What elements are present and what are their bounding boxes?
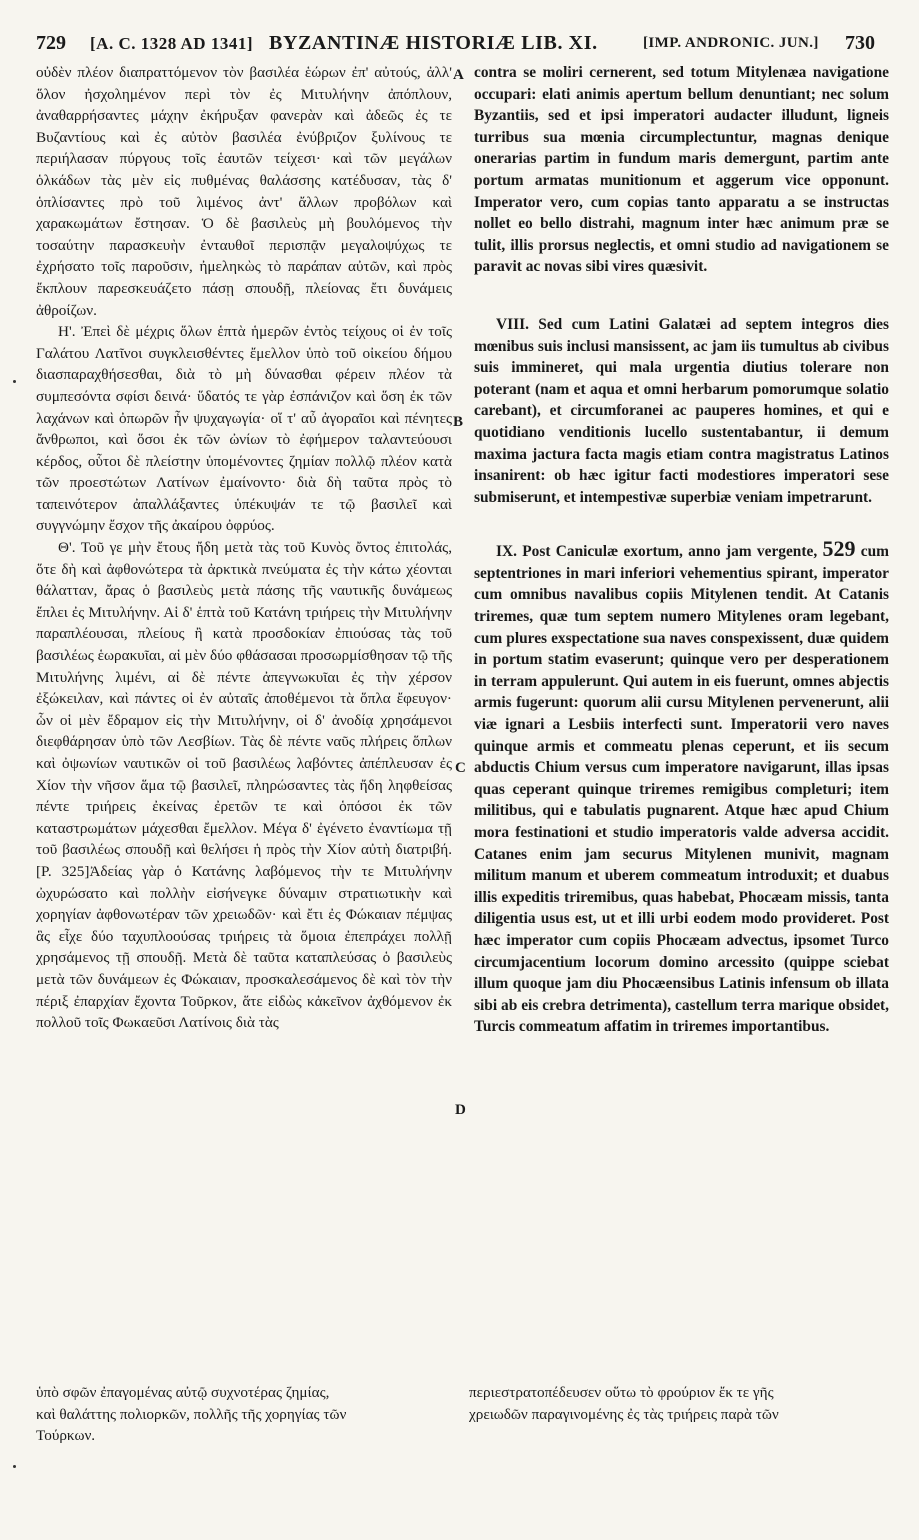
greek-column — [36, 62, 452, 1034]
marginal-number: 529 — [822, 536, 856, 562]
page-reference: [P. 325] — [36, 862, 90, 880]
latin-paragraph-9-lead: IX. Post Caniculæ exortum, anno jam vergente, — [496, 543, 818, 561]
latin-paragraph-1: contra se moliri cernerent, sed totum Mitylenæa navigatione occupari: elati animis apertum bellum denuntiant; nec solum Byzantiis, sed et ipsi imperatori audacter illudunt, ligneis turribus sua mœnia circumplectuntur, magnas denique onerarias partim in fundum maris demergunt, partim ante portum armatas munitionum et aggerum vice opponunt. Imperator vero, cum copias tanto apparatu a se instructas nollet eo bello distrahi, magnum inter hæc animum præ se tulit, illis prorsus neglectis, et omni studio ad navigationem se paravit ac novas sibi vires quæsivit. — [474, 64, 889, 276]
margin-letter-a: A — [453, 67, 464, 83]
ending-line-1-right: περιεστρατοπέδευσεν οὕτω τὸ φρούριον ἔκ τε γῆς — [469, 1384, 774, 1401]
page-number-right: 730 — [845, 32, 875, 54]
running-title: BYZANTINÆ HISTORIÆ LIB. XI. — [269, 32, 598, 54]
greek-paragraph-1: οὐδὲν πλέον διαπραττόμενον τὸν βασιλέα ἑώρων ἐπ' αὐτούς, ἀλλ' ὅλον ἠσχολημένον περὶ τὸν ἐς Μιτυλήνην ἀπόπλουν, ἀναθαρρήσαντες μάχην ἐκήρυξαν φανερὰν καὶ ἀδεῶς ἐς τε Βυζαντίους καὶ ἐς αὐτὸν βασιλέα ἐνύβριζον ξυλίνους τε περιήλασαν πύργους τοῖς ἑαυτῶν τείχεσι· καὶ τῶν μεγάλων ὁλκάδων τὰς μὲν εἰς πυθμένας θαλάσσης κατέδυσαν, τὰς δ' ὁπλίσαντες πρὸ τοῦ λιμένος ἀντ' ἄλλων προβόλων καὶ χαρακωμάτων ἔστησαν. Ὁ δὲ βασιλεὺς μὴ βουλόμενος τὴν τοσαύτην παρασκευὴν ἐνταυθοῖ περισπᾷν μεγαλοψύχως τε ἐχρήσατο τοῖς παροῦσιν, ἠμεληκὼς τὸ παράπαν αὐτῶν, καὶ πρὸς ἔκπλουν παρεσκευάζετο πάσῃ σπουδῇ, πλείονας ἔτι δυνάμεις ἀθροίζων. — [36, 64, 452, 319]
greek-paragraph-9-part-2: Ἀδείας γὰρ ὁ Κατάνης λαβόμενος τὴν τε Μιτυλήνην ὠχυρώσατο καὶ πολλὴν εἰσήνεγκε δύναμιν στρατιωτικὴν καὶ χορηγίαν ἀφθονωτέραν τῶν χρειωδῶν· καὶ ἔτι ἐς Φώκαιαν πέμψας ἃς εἶχε δύο ταχυπλοούσας τριήρεις τὰ ὅμοια ἐπεπράχει πολλῇ χρησάμενος τῇ σπουδῇ. Μετὰ δὲ ταῦτα καταπλεύσας ὁ βασιλεὺς μετὰ τῶν δυνάμεων ἐς Φώκαιαν, προσκαλεσάμενος δὲ καὶ τὸν τὴν πέριξ ἐπαρχίαν ἔχοντα Τοῦρκον, ἅτε εἰδὼς κἀκεῖνον ἀχθόμενον ἐκ πολλοῦ τοῖς Φωκαεῦσι Λατίνοις διὰ τὰς — [36, 862, 452, 1032]
latin-paragraph-8: VIII. Sed cum Latini Galatæi ad septem integros dies mœnibus suis inclusi mansissent, ac jam iis tumultus ab civibus suis immineret, qui mala urgentia diutius tolerare non poterant (nam et aqua et omni herbarum pomorumque solatio carebant), et circumforanei ac pauperes homines, et qui e quotidiano venditionis lucello sustentabantur, ii demum maxima jactura facta magis etiam contra magistratus Latinos insanirent: ob hæc igitur facti modestiores imperatori sese submiserunt, et intempestivæ superbiæ veniam impetrarunt. — [474, 315, 889, 506]
ending-line-2-right: χρειωδῶν παραγινομένης ἐς τὰς τριήρεις παρὰ τῶν — [469, 1405, 779, 1423]
greek-paragraph-9-part-1: Θ'. Τοῦ γε μὴν ἔτους ἤδη μετὰ τὰς τοῦ Κυνὸς ὄντος ἐπιτολάς, ὅτε δὴ καὶ ἀφθονώτερα τὰ ἀρκτικὰ πνεύματα ἐς τὴν κάτω χέονται θάλατταν, ἄρας ὁ βασιλεὺς μετὰ πάσης τῆς ναυτικῆς δυνάμεως ἔπλει ἐς Μιτυλήνην. Αἱ δ' ἑπτὰ τοῦ Κατάνη τριήρεις τὴν Μιτυλήνην παραπλέουσαι, πλείους ἢ κατὰ προσδοκίαν ἐπιούσας τὰς τοῦ βασιλέως ἑωρακυῖαι, αἱ μὲν δύο φθάσασαι προσωρμίσθησαν τῷ τῆς Μιτυλήνης λιμένι, αἱ δὲ πέντε ἀπεγνωκυῖαι ἐς τὴν χέρσον ἐξώκειλαν, καὶ πάντες οἱ ἐν αὐταῖς ἀποθέμενοι τὰ ὅπλα ἔφευγον· ὧν οἱ μὲν ἔδραμον εἰς τὴν Μιτυλήνην, οἱ δ' ἀνοδίᾳ χρησάμενοι διεφθάρησαν ὑπὸ τῶν Λεσβίων. Τὰς δὲ πέντε ναῦς πλήρεις ὅπλων καὶ ὀψωνίων ναυτικῶν οἱ τοῦ βασιλέως λαβόντες ἀπέπλευσαν ἐς Χίον τὴν νῆσον ἅμα τῷ βασιλεῖ, πληρώσαντες τὰς ἤδη ληφθείσας πέντε τριήρεις ἐκείνας ἐρετῶν τε καὶ ὁπόσοι ἐκ τῶν καταστρωμάτων μάχεσθαι ἔμελλον. Μέγα δ' ἐγένετο ἐναντίωμα τῇ τοῦ βασιλέως σπουδῇ καὶ θελήσει ἡ πρὸς τὴν Χίον αὐτὴ διατριβή. — [36, 539, 452, 859]
ending-line-3: Τούρκων. — [36, 1427, 96, 1445]
full-width-ending — [36, 1382, 889, 1447]
greek-paragraph-8: Η'. Ἐπεὶ δὲ μέχρις ὅλων ἑπτὰ ἡμερῶν ἐντὸς τείχους οἱ ἐν τοῖς Γαλάτου Λατῖνοι συγκλεισθέντες ἔμελλον ὑπὸ τοῦ οἰκείου δήμου διασπαραχθήσεσθαι, διὰ τὸ μὴ δύνασθαι φέρειν πλέον τὰ συμπεσόντα σφίσι δεινά· ὕδατός τε γὰρ ἐσπάνιζον καὶ ὅση ἐκ τῶν λαχάνων καὶ ὀπωρῶν ἦν ψυχαγωγία· οἵ τ' αὖ ἀγοραῖοι καὶ πένητες ἄνθρωποι, καὶ ὅσοι ἐκ τῶν ὠνίων τὸ ἐφήμερον ταλαντεύουσι κέρδος, οὗτοι δὲ πλείστην ὑπομένοντες ζημίαν πολλῷ πλέον κατὰ τῶν προεστώτων Λατίνων ἐμαίνοντο· διὰ δὴ ταῦτα πρὸς τὸ ταπεινότερον ἀπαλλάξαντες ὑπέκυψάν τε τῷ βασιλεῖ καὶ συγγνώμην ἔσχον τῆς ἀκαίρου ὀφρύος. — [36, 323, 452, 535]
latin-column — [474, 62, 889, 1038]
scan-speck — [13, 1465, 16, 1468]
ending-line-1-left: ὑπὸ σφῶν ἐπαγομένας αὐτῷ συχνοτέρας ζημίας, — [36, 1384, 330, 1401]
scan-speck — [13, 380, 16, 383]
date-range: [A. C. 1328 AD 1341] — [90, 34, 253, 53]
running-header — [36, 32, 875, 60]
greek-paragraph-9 — [36, 537, 452, 1034]
margin-letter-c: C — [455, 760, 466, 776]
margin-letter-d: D — [455, 1102, 466, 1118]
latin-paragraph-9 — [474, 538, 889, 1038]
ending-line-2-left: καὶ θαλάττης πολιορκῶν, πολλῆς τῆς χορηγίας τῶν — [36, 1405, 347, 1423]
emperor-heading: [IMP. ANDRONIC. JUN.] — [643, 35, 819, 51]
latin-paragraph-9-body: cum septentriones in mari inferiori vehementius spirant, imperator cum omnibus navalibus copiis Mitylenen tendit. At Catanis triremes, quæ tum septem numero Mitylenes oram legebant, cum plures exspectatione sua naves conspexissent, duæ quidem in portum statim evaserunt; quinque vero per desperationem in terram appulerunt. Qui autem in eis fuerunt, omnes abjectis armis fugerunt: quorum alii cursu Mitylenen pervenerunt, alii viæ ignari a Lesbiis interfecti sunt. Imperatorii vero naves quinque armis et commeatu plenas ceperunt, et iis secum abductis Chium versus cum imperatore navigarunt, illas ipsas quas ceperant quinque triremes remigibus completuri; item militibus, qui e tabulatis pugnarent. Atque hæc apud Chium mora festinationi et studio imperatoris valde adversa accidit. Catanes enim jam securus Mitylenen munivit, magnam militum manum et uberem commeatum introduxit; et duabus illis expeditis triremibus, quas habebat, Phocæam missis, tanta diligentia usus est, ut et illi urbi eodem modo provideret. Post hæc imperator cum copiis Phocæam advectus, ipsomet Turco circumjacentium locorum domino arcessito (quippe sciebat illum quoque jam diu Phocæensibus Latinis infensum ob illata sibi ab eis crebra detrimenta), castellum terra marique obsidet, Turcis commeatum affatim in triremes importantibus. — [474, 543, 889, 1036]
page-number-left: 729 — [36, 32, 66, 54]
margin-letter-b: B — [453, 414, 464, 430]
